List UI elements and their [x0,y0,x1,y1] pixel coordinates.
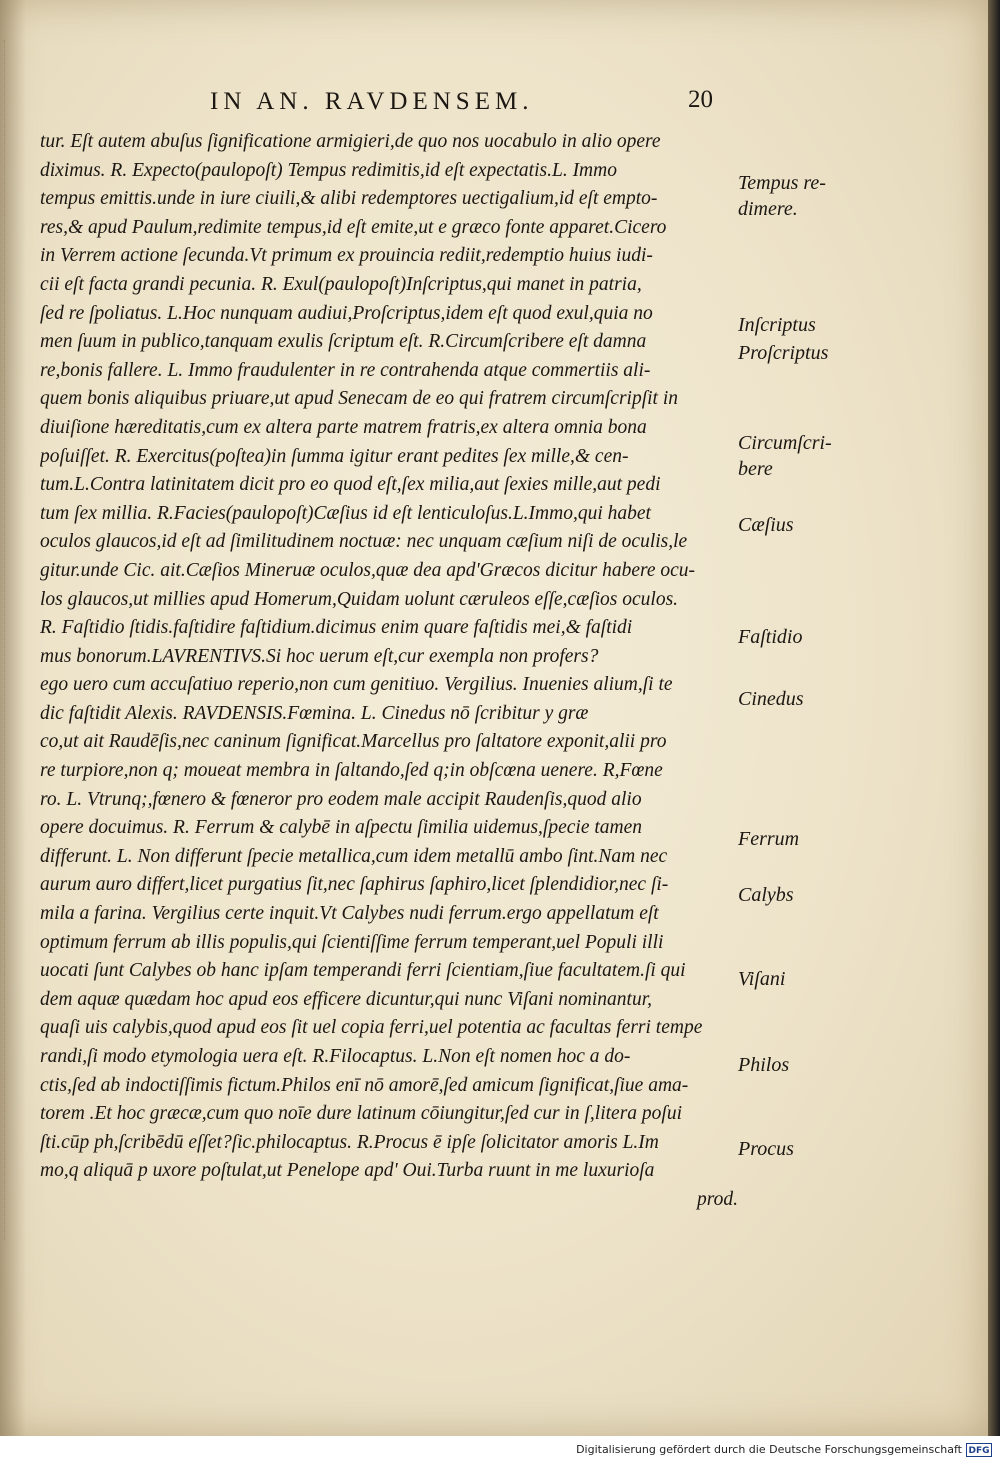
text-line: aurum auro differt,licet purgatius ſit,nec ſaphirus ſaphiro,licet ſplendidior,nec ſi- [40,874,669,896]
text-line: randi,ſi modo etymologia uera eſt. R.Filocaptus. L.Non eſt nomen hoc a do- [40,1046,631,1067]
marginal-note: Tempus re- dimere. [738,172,826,220]
page-number: 20 [688,86,713,113]
text-line: dem aquæ quædam hoc apud eos efficere dicuntur,qui nunc Viſani nominantur, [40,988,653,1010]
text-line: diximus. R. Expecto(paulopoſt) Tempus redimitis,id eſt expectatis.L. Immo [40,159,617,181]
marginal-note: Inſcriptus [738,314,816,336]
text-line: in Verrem actione ſecunda.Vt primum ex prouincia rediit,redemptio huius iudi- [40,245,653,267]
page-edge [988,0,1000,1436]
text-line: uocati ſunt Calybes ob hanc ipſam temperandi ferri ſcientiam,ſiue facultatem.ſi qui [40,960,686,982]
text-line: ego uero cum accuſatiuo reperio,non cum genitiuo. Vergilius. Inuenies alium,ſi te [40,674,673,696]
text-line: differunt. L. Non differunt ſpecie metallica,cum idem metallū ambo ſint.Nam nec [40,845,668,867]
marginal-note: Ferrum [738,828,800,850]
text-line: quem bonis aliquibus priuare,ut apud Senecam de eo qui fratrem circumſcripſit in [40,388,679,410]
text-line: mila a farina. Vergilius certe inquit.Vt Calybes nudi ferrum.ergo appellatum eſt [40,903,659,925]
marginal-note: Procus [738,1138,794,1160]
text-line: tur. Eſt autem abuſus ſignificatione armigieri,de quo nos uocabulo in alio opere [40,131,661,152]
dfg-logo-icon: DFG [966,1443,992,1457]
text-line: cii eſt facta grandi pecunia. R. Exul(paulopoſt)Inſcriptus,qui manet in patria, [40,273,642,295]
text-line: torem .Et hoc græcæ,cum quo noīe dure latinum cōiungitur,ſed cur in ſ,litera poſui [40,1103,682,1125]
text-line: re,bonis fallere. L. Immo fraudulenter in re contrahenda atque commertiis ali- [40,359,651,381]
text-line: tum.L.Contra latinitatem dicit pro eo quod eſt,ſex milia,aut ſexies mille,aut pedi [40,474,661,496]
marginal-note: Cinedus [738,688,804,710]
text-line: gitur.unde Cic. ait.Cæſios Mineruæ oculos,quæ dea apd'Græcos dicitur habere ocu- [40,559,696,581]
marginal-note: Faſtidio [738,626,803,648]
running-head: IN AN. RAVDENSEM. [210,88,534,115]
marginal-note: Viſani [738,968,786,990]
text-line: R. Faſtidio ſtidis.faſtidire faſtidium.dicimus enim quare faſtidis mei,& faſtidi [40,617,633,639]
text-line: ſti.cūp ph,ſcribēdū eſſet?ſic.philocaptus. R.Procus ē ipſe ſolicitator amoris L.Im [40,1131,659,1153]
footer-bar [0,1436,1000,1464]
text-line: tum ſex millia. R.Facies(paulopoſt)Cæſius id eſt lenticuloſus.L.Immo,qui habet [40,502,651,524]
footer-credit: Digitalisierung gefördert durch die Deutsche Forschungsgemeinschaft [576,1443,962,1456]
text-line: quaſi uis calybis,quod apud eos ſit uel copia ferri,uel potentia ac facultas ferri tempe [40,1017,703,1039]
text-line: ro. L. Vtrunq;,fœnero & fœneror pro eodem male accipit Raudenſis,quod alio [40,788,642,810]
text-line: mus bonorum.LAVRENTIVS.Si hoc uerum eſt,cur exempla non profers? [40,645,599,667]
marginal-note: Calybs [738,884,794,906]
text-line: ſed re ſpoliatus. L.Hoc nunquam audiui,Proſcriptus,idem eſt quod exul,quia no [40,302,653,324]
text-line: diuiſione hæreditatis,cum ex altera parte matrem fratris,ex altera omnia bona [40,416,647,438]
marginal-note: Cæſius [738,514,794,536]
text-line: men ſuum in publico,tanquam exulis ſcriptum eſt. R.Circumſcribere eſt damna [40,331,647,353]
text-line: tempus emittis.unde in iure ciuili,& alibi redemptores uectigalium,id eſt empto- [40,188,658,210]
marginal-note: Proſcriptus [738,342,829,364]
marginal-note: Circumſcri- bere [738,432,832,480]
text-line: mo,q aliquā p uxore poſtulat,ut Penelope apd' Oui.Turba ruunt in me luxurioſa [40,1160,655,1182]
text-line: co,ut ait Raudēſis,nec caninum ſignificat.Marcellus pro ſaltatore exponit,alii pro [40,731,667,753]
text-line: oculos glaucos,id eſt ad ſimilitudinem noctuæ: nec unquam cæſium niſi de oculis,le [40,531,688,553]
text-line: ctis,ſed ab indoctiſſimis fictum.Philos enī nō amorē,ſed amicum ſignificat,ſiue ama- [40,1074,689,1096]
marginal-note: Philos [738,1054,790,1076]
text-line: opere docuimus. R. Ferrum & calybē in aſpectu ſimilia uidemus,ſpecie tamen [40,817,643,839]
text-line: prod. [697,1188,738,1210]
text-line: re turpiore,non q; moueat membra in ſaltando,ſed q;in obſcœna uenere. R,Fœne [40,760,663,782]
text-line: dic faſtidit Alexis. RAVDENSIS.Fœmina. L. Cinedus nō ſcribitur y græ [40,702,589,724]
text-line: optimum ferrum ab illis populis,qui ſcientiſſime ferrum temperant,uel Populi illi [40,931,664,953]
text-line: los glaucos,ut millies apud Homerum,Quidam uolunt cæruleos eſſe,cæſios oculos. [40,588,679,610]
text-line: res,& apud Paulum,redimite tempus,id eſt emite,ut e græco fonte apparet.Cicero [40,216,667,238]
text-line: poſuiſſet. R. Exercitus(poſtea)in ſumma igitur erant pedites ſex mille,& cen- [40,445,629,467]
